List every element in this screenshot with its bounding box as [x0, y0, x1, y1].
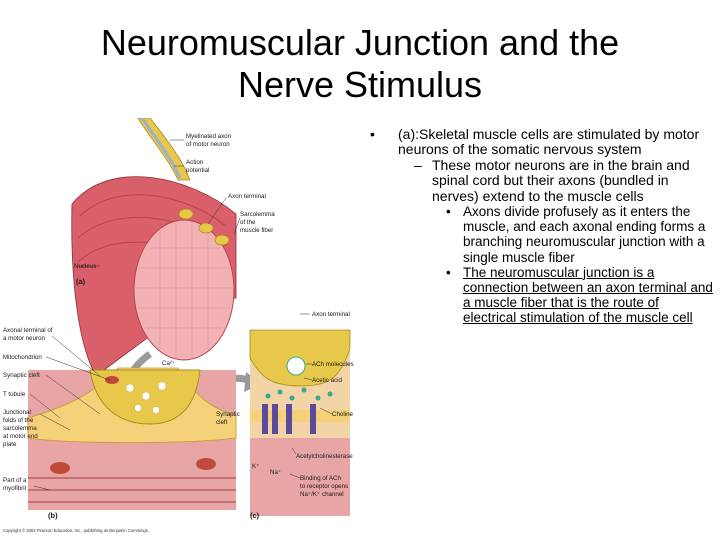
label-junctional-5: plate — [3, 441, 17, 448]
label-na: Na⁺ — [270, 469, 282, 476]
label-part-of-1: Part of a — [3, 477, 27, 484]
bullet-marker-3a: • — [446, 204, 451, 220]
label-ach-molecules: ACh molecules — [312, 361, 354, 368]
label-k: K⁺ — [252, 463, 260, 470]
title-line-1: Neuromuscular Junction and the — [100, 22, 620, 63]
label-junctional-4: at motor end — [3, 433, 38, 440]
figure-illustration — [0, 118, 362, 538]
label-panel-a: (a) — [76, 277, 86, 286]
label-binding-1: Binding of ACh — [300, 475, 341, 482]
neuromuscular-junction-figure — [0, 118, 362, 538]
label-axon-terminal-top: Axon terminal — [228, 193, 266, 200]
bullet-level-3b-text: The neuromuscular junction is a connection between an axon terminal and a muscle fiber that is the route of electrical stimulation of the muscle cell — [463, 264, 713, 326]
bullet-list — [368, 127, 713, 326]
label-part-of-2: myofibril — [3, 485, 27, 492]
label-sarcolemma-3: muscle fiber — [240, 227, 274, 234]
label-junctional-3: sarcolemma — [3, 425, 37, 432]
label-panel-c: (c) — [250, 511, 260, 520]
bullet-level-3a — [368, 204, 713, 265]
bullet-marker-3b: • — [446, 264, 451, 280]
label-axon-terminal-right: Axon terminal — [312, 311, 350, 318]
label-choline: Choline — [332, 411, 353, 418]
label-junctional-2: folds of the — [3, 417, 34, 424]
figure-copyright: Copyright © 2004 Pearson Education, Inc., publishing as Benjamin Cummings. — [3, 528, 150, 533]
bullet-level-3a-emph: Axons divide profusely — [463, 204, 599, 220]
label-panel-b: (b) — [48, 511, 58, 520]
panel-c-vesicle — [287, 357, 305, 375]
label-of-motor-neuron: of motor neuron — [186, 141, 230, 148]
label-mitochondrion: Mitochondrion — [3, 354, 42, 361]
bullet-marker-1: • — [370, 126, 375, 142]
title-line-2: Nerve Stimulus — [237, 64, 483, 105]
bullet-marker-2: – — [414, 156, 422, 173]
label-binding-2: to receptor opens — [300, 483, 349, 490]
label-acetylcholinesterase: Acetylcholinesterase — [296, 453, 353, 460]
bullet-level-2-pre: These — [432, 156, 475, 173]
label-junctional-1: Junctional — [3, 409, 31, 416]
bullet-level-2-post: are in the brain and spinal cord but their axons (bundled in nerves) extend to the muscle cells — [432, 156, 690, 204]
slide-title — [0, 22, 720, 106]
label-synaptic-cleft-right-1: Synaptic — [216, 411, 240, 418]
bullet-level-2-emph: motor neurons — [474, 156, 566, 173]
label-sarcolemma-2: of the — [240, 219, 256, 226]
bullet-level-3b — [368, 265, 713, 326]
label-myelinated-axon: Myelinated axon — [186, 133, 232, 140]
myelin-sheath-shape — [142, 118, 180, 178]
bullet-level-1-text: (a):Skeletal muscle cells are stimulated by motor neurons of the somatic nervous system — [398, 126, 700, 158]
label-axonal-terminal-1: Axonal terminal of — [3, 327, 53, 334]
label-synaptic-cleft-right-2: cleft — [216, 419, 228, 426]
label-sarcolemma-1: Sarcolemma — [240, 211, 275, 218]
bullet-level-1 — [368, 127, 713, 158]
label-binding-3: Na⁺/K⁺ channel — [300, 491, 344, 498]
label-acetic-acid: Acetic acid — [312, 377, 342, 384]
bullet-level-3a-post: as it enters the muscle, and each axonal ending forms a branching neuromuscular junction with a single muscle fiber — [463, 204, 706, 265]
label-ca: Ca²⁺ — [162, 360, 176, 367]
label-action: Action — [186, 159, 204, 166]
label-nucleus: Nucleus — [74, 263, 97, 270]
label-potential: potential — [186, 167, 210, 174]
label-synaptic-cleft-left: Synaptic cleft — [3, 372, 40, 379]
bullet-level-2 — [368, 158, 713, 204]
label-axonal-terminal-2: a motor neuron — [3, 335, 45, 342]
label-t-tubule: T tubule — [3, 391, 26, 398]
